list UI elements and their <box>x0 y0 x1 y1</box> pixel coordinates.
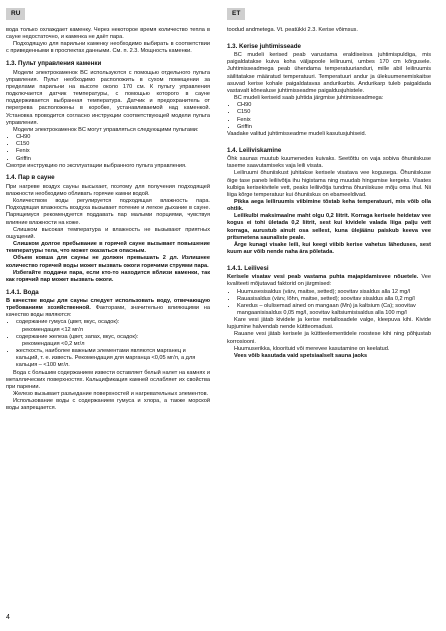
et-intro-paragraph: toodud andmetega. Vt. peatükki 2.3. Kerise võimsus. <box>227 27 358 33</box>
et-warning-paragraph: Leilikulbi maksimaalne maht olgu 0,2 liitrit. Korraga kerisele heidetav vee kogus ei tohi ületada 0,2 liitrit, sest kui kividele valada liiga palju vett korraga, aurustub ainult osa sellest, kuna ülejäänu paiskub keeva vee pritsmetena saunaliste peale. <box>227 213 431 241</box>
list-item: • Karedus – olulisemad ained on mangaan (Mn) ja kaltsium (Ca); soovitav mangaanisisaldus 0,05 mg/l, soovitav kaltsiumisisaldus alla 100 mg/l <box>237 303 431 317</box>
column-ru <box>6 27 210 413</box>
ru-water-requirement: В качестве воды для сауны следует использовать воду, отвечающую требованиям хозяйственной. <box>6 298 210 312</box>
et-paragraph: Leiliruumi õhuniiskust juhitakse kerisele visatava vee kogusega. Õhuniiskuse õige tase paneb leiliivõtja ihu higistama ning muudab hingamise kergeks. Visates kulbiga kerisekivitele vett, peaks leiliivõtja tundma õhuniiskuse mõju oma ihul. Nii liiga kõrge temperatuur kui õhuniiskus on ebameeldivad. <box>227 170 431 198</box>
ru-paragraph: Железо вызывает разъедание поверхностей и нагревательных элементов. <box>13 391 209 398</box>
ru-section-heading: 1.4.1. Вода <box>6 288 39 296</box>
et-water-quality-list <box>227 289 431 318</box>
ru-intro-paragraph: Подходящую для парильни каменку необходимо выбирать в соответствии с приведенными в проспектах данными. См. п. 2.3. Мощность каменки. <box>6 41 210 55</box>
list-item: рекомендация <12 мг/л <box>22 326 83 333</box>
ru-paragraph: Слишком высокая температура и влажность не вызывают приятных ощущений. <box>6 226 210 240</box>
language-label-ru: RU <box>6 8 25 20</box>
language-label-et: ET <box>227 8 245 20</box>
ru-paragraph: Использование воды с содержанием гумуса и хлора, а также морской воды запрещается. <box>6 398 210 412</box>
list-item: • Fenix <box>237 117 431 124</box>
et-paragraph: BC mudeli kerised peab varustama eraldiseisva juhtimispuldiga, mis paigaldatakse kuiva koha väljapoole leiliruumi, umbes 170 cm kõrgusele. Juhtimisseadmega peab ühendama temperatuurianduri, mille abil leiliruumis säilitatakse määratud temperatuuri. Temperatuuri andur ja ülekuumenemiskaitse asuvad kerise kohale paigaldatavas andurikarbis. Andurikarp tuleb paigaldada vastavalt kõnealuse juhtimisseadme paigaldusjuhistele. <box>227 52 431 94</box>
ru-water-factors-intro: Факторами, значительно влияющими на качество воды являются: <box>6 305 210 319</box>
et-section-heading: 1.4.1. Leilivesi <box>227 264 269 272</box>
et-warning-paragraph: Vees võib kasutada vaid spetsiaalselt sauna jaoks <box>234 352 368 359</box>
list-item: • CH90 <box>237 102 431 109</box>
ru-paragraph: Модели электрокаменок BC могут управляться следующими пультами: <box>13 126 199 133</box>
ru-section-heading: 1.3. Пульт управления каменки <box>6 60 102 68</box>
et-paragraph: Õhk saunas muutub kuumenedes kuivaks. Seetõttu on vaja sobiva õhuniiskuse taseme saavutamiseks vaja leili visata. <box>227 156 431 170</box>
list-item: • содержание железа (цвет, запах, вкус, осадок): <box>16 334 210 341</box>
ru-section-heading: 1.4. Пар в сауне <box>6 174 55 182</box>
list-item: рекомендация <0,2 мг/л <box>22 340 85 347</box>
ru-paragraph: Модели электрокаменок BC используются с помощью отдельного пульта управления. Пульт необходимо расположить в сухом помещении за пределами парильни на высоте около 170 см. К пульту управления подключается датчик температуры, с помощью которого в сауне поддерживается выбранная температура. Датчик и предохранитель от перегрева расположены в коробке, устанавливаемой над каменкой. Установка проводится согласно инструкции соответствующей модели пульта управления. <box>6 69 210 126</box>
et-section-heading: 1.4. Leiliviskamine <box>227 146 282 154</box>
et-warning-paragraph: Pikka aega leiliruumis viibimine tõstab keha temperatuuri, mis võib olla ohtlik. <box>227 198 431 213</box>
list-item: • C150 <box>237 109 431 116</box>
et-warning-paragraph: Ärge kunagi visake leili, kui keegi viibib kerise vahetus läheduses, sest kuum aur võib nende naha ära põletada. <box>227 241 431 256</box>
ru-warning-paragraph: Слишком долгое пребывание в горячей сауне вызывает повышение температуры тела, что может оказаться опасным. <box>6 241 210 255</box>
ru-warning-paragraph: Избегайте поддачи пара, если кто-то находится вблизи каменки, так как горячий пар может вызвать ожоги. <box>6 269 210 283</box>
list-item: • жесткость, наиболее важными элементами являются марганец и кальций, т. е. известь. Рекомендация для марганца <0,05 мг/л, а для кальция – <100 мг/л. <box>16 348 210 369</box>
list-item: • C150 <box>16 141 210 148</box>
et-controller-list <box>227 102 431 131</box>
et-section-heading: 1.3. Kerise juhtimisseade <box>227 42 301 50</box>
list-item: • CH90 <box>16 134 210 141</box>
column-et <box>227 27 431 360</box>
et-paragraph: BC mudeli keriseid saab juhtida järgmise juhtimisseadmega: <box>234 95 384 102</box>
ru-paragraph: Количеством воды регулируется подходящая влажность пара. Подходящая влажность воздуха вызывает потение и легкое дыхание в сауне. Парящемуся рекомендуется поддавать пар малыми порциями, чувствуя влияние влажности на коже. <box>6 198 210 226</box>
et-paragraph: Kare vesi jätab kividele ja kerise metallosadele valge, kleepuva kihi. Kivide lupjumine halvendab nende küttteomadusi. <box>227 317 431 331</box>
et-water-factors-intro: Vee kvaliteeti mõjutavad faktorid on järgmised: <box>227 274 432 288</box>
page-number: 4 <box>6 614 10 621</box>
list-item: • содержание гумуса (цвет, вкус, осадок): <box>16 319 210 326</box>
ru-paragraph: Смотри инструкцию по эксплуатации выбранного пульта управления. <box>6 162 187 169</box>
et-water-requirement: Kerisele visatav vesi peab vastama puhta majapidamisvee nõuetele. <box>227 274 419 281</box>
ru-paragraph: При нагреве воздух сауны высыхает, поэтому для получения подходящей влажности необходимо обливать горячие камни водой. <box>6 183 210 197</box>
et-paragraph: Huumuserikka, kloorituid või merevee kasutamine on keelatud. <box>234 345 390 352</box>
list-item: • Rauasisaldus (värv, lõhn, maitse, setted); soovitav sisaldus alla 0,2 mg/l <box>237 296 431 303</box>
et-paragraph: Rauane vesi jätab kerisele ja küttteelementidele roostese kihi ning põhjustab korrosiooni. <box>227 331 431 345</box>
list-item: • Griffin <box>16 156 210 163</box>
list-item: • Huumusesisaldus (värv, maitse, setted); soovitav sisaldus alla 12 mg/l <box>237 289 431 296</box>
ru-intro-paragraph: вода только охлаждает каменку. Через некоторое время количество тепла в сауне недостаточно, и каменка не даёт пара. <box>6 27 210 41</box>
et-paragraph: Vaadake valitud juhtimisseadme mudeli kasutusjuhiseid. <box>227 130 367 137</box>
ru-paragraph: Вода с большим содержанием извести оставляет белый налет на камнях и металлических поверхностях. Кальцификация камней ослабляет их свойства при парении. <box>6 369 210 390</box>
list-item: • Griffin <box>237 124 431 131</box>
ru-warning-paragraph: Объем ковша для сауны не должен превышать 2 дл. Излишнее количество горячей воды может вызвать ожоги горячими струями пара. <box>6 255 210 269</box>
ru-water-quality-list <box>6 319 210 369</box>
list-item: • Fenix <box>16 148 210 155</box>
ru-controller-list <box>6 134 210 163</box>
